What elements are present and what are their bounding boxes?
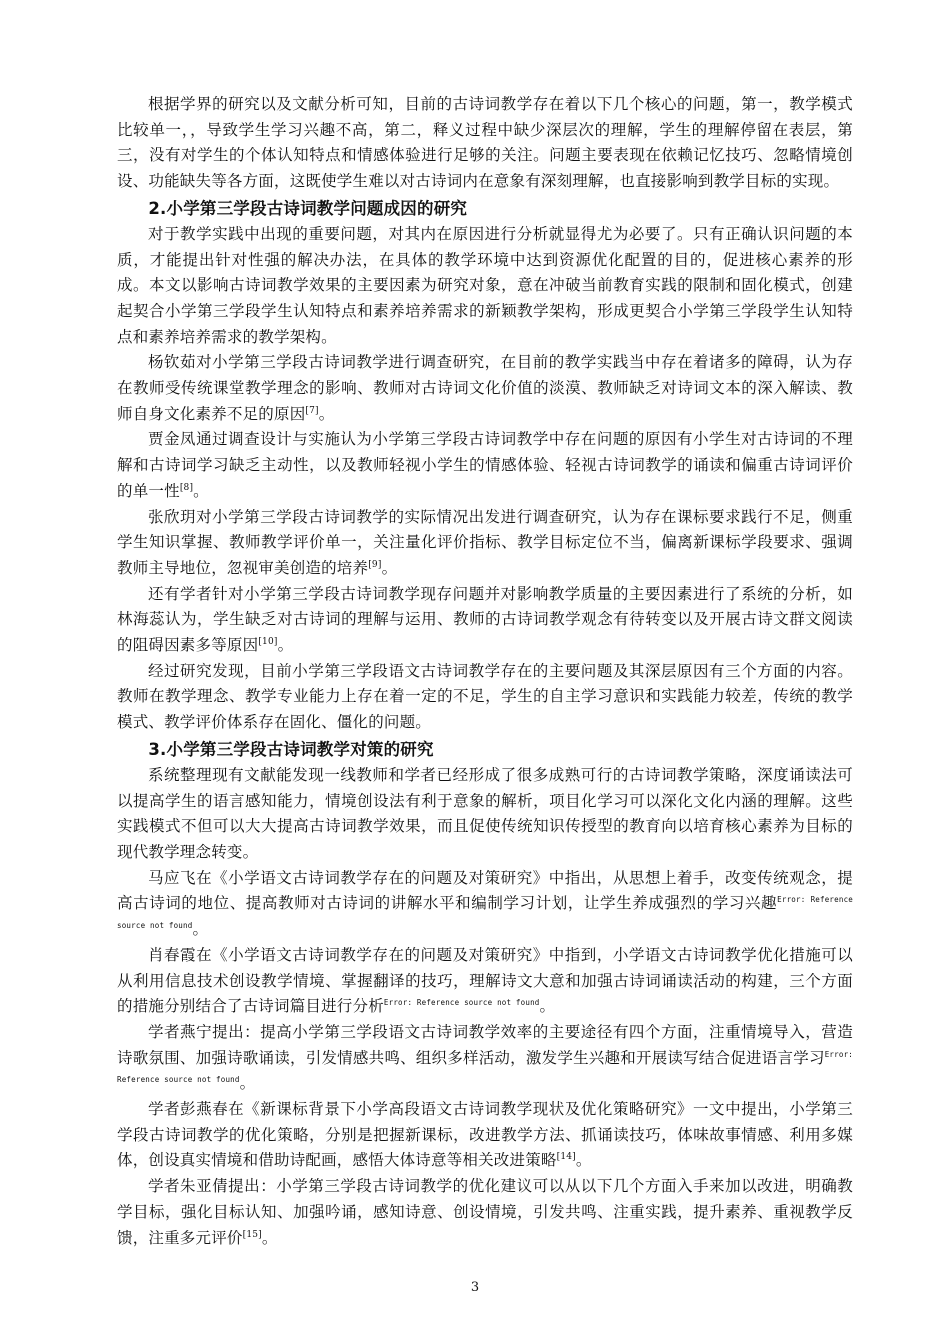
paragraph-jia: 贾金凤通过调查设计与实施认为小学第三学段古诗词教学中存在问题的原因有小学生对古诗词的不理解和古诗词学习缺乏主动性，以及教师轻视小学生的情感体验、轻视古诗词教学的诵读和偏重古诗词评价的单一性[8]。 [117, 430, 853, 500]
paragraph-ma: 马应飞在《小学语文古诗词教学存在的问题及对策研究》中指出，从思想上着手，改变传统观念，提高古诗词的地位、提高教师对古诗词的讲解水平和编制学习计划，让学生养成强烈的学习兴趣$^{Error: Reference source not found}$。 [117, 868, 854, 939]
paragraph-problem-summary: 根据学界的研究以及文献分析可知，目前的古诗词教学存在着以下几个核心的问题，第一，教学模式比较单一，，导致学生学习兴趣不高，第二，释义过程中缺少深层次的理解，学生的理解停留在表层，第三，没有对学生的个体认知特点和情感体验进行足够的关注。问题主要表现在依赖记忆技巧、忽略情境创设、功能缺失等各方面，这既使学生难以对古诗词内在意象有深刻理解，也直接影响到教学目标的实现。 [117, 95, 853, 191]
paragraph-yang: 杨钦茹对小学第三学段古诗词教学进行调查研究，在目前的教学实践当中存在着诸多的障碍，认为存在教师受传统课堂教学理念的影响、教师对古诗词文化价值的淡漠、教师缺乏对诗词文本的深入解读、教师自身文化素养不足的原因[7]。 [117, 353, 853, 423]
paragraph-xiao: 肖春霞在《小学语文古诗词教学存在的问题及对策研究》中指到，小学语文古诗词教学优化措施可以从利用信息技术创设教学情境、掌握翻译的技巧，理解诗文大意和加强古诗词诵读活动的构建，三个方面的措施分别结合了古诗词篇目进行分析$^{Error: Reference source not found}$。 [117, 945, 853, 1016]
section-heading-strategies: 3.小学第三学段古诗词教学对策的研究 [148, 739, 434, 759]
citation-ref[interactable]: [8] [179, 482, 194, 493]
paragraph-peng: 学者彭燕春在《新课标背景下小学高段语文古诗词教学现状及优化策略研究》一文中提出，小学第三学段古诗词教学的优化策略，分别是把握新课标，改进教学方法、抓诵读技巧，体味故事情感、利用多媒体，创设真实情境和借助诗配画，感悟大体诗意等相关改进策略[14]。 [117, 1100, 853, 1170]
paragraph-zhang: 张欣玥对小学第三学段古诗词教学的实际情况出发进行调查研究，认为存在课标要求践行不足，侧重学生知识掌握、教师教学评价单一，关注量化评价指标、教学目标定位不当，偏离新课标学段要求、强调教师主导地位，忽视审美创造的培养[9]。 [117, 507, 853, 577]
citation-error[interactable]: Error: Reference source not found [383, 998, 540, 1008]
citation-ref[interactable]: [7] [305, 405, 319, 416]
citation-ref[interactable]: [15] [242, 1229, 262, 1240]
paragraph-zhu: 学者朱亚倩提出：小学第三学段古诗词教学的优化建议可以从以下几个方面入手来加以改进，明确教学目标，强化目标认知、加强吟诵，感知诗意、创设情境，引发共鸣、注重实践，提升素养、重视教学反馈，注重多元评价[15]。 [117, 1177, 853, 1247]
document-body [117, 92, 853, 1251]
section-heading-causes: 2.小学第三学段古诗词教学问题成因的研究 [148, 198, 468, 218]
paragraph-lin: 还有学者针对小学第三学段古诗词教学现存问题并对影响教学质量的主要因素进行了系统的分析，如林海蕊认为，学生缺乏对古诗词的理解与运用、教师的古诗词教学观念有待转变以及开展古诗文群文阅读的阻碍因素多等原因[10]。 [117, 584, 853, 655]
citation-ref[interactable]: [10] [258, 636, 278, 647]
paragraph-yan: 学者燕宁提出：提高小学第三学段语文古诗词教学效率的主要途径有四个方面，注重情境导入，营造诗歌氛围、加强诗歌诵读，引发情感共鸣、组织多样活动，激发学生兴趣和开展读写结合促进语言学习$^{Error: Reference source not found}$。 [117, 1022, 853, 1093]
citation-error[interactable]: Error: Reference source not found [117, 895, 854, 930]
paragraph-strategies-intro: 系统整理现有文献能发现一线教师和学者已经形成了很多成熟可行的古诗词教学策略，深度诵读法可以提高学生的语言感知能力，情境创设法有利于意象的解析，项目化学习可以深化文化内涵的理解。这些实践模式不但可以大大提高古诗词教学效果，而且促使传统知识传授型的教育向以培育核心素养为目标的现代教学理念转变。 [117, 765, 853, 861]
page-number: 3 [470, 1280, 480, 1295]
citation-ref[interactable]: [14] [556, 1152, 576, 1163]
citation-ref[interactable]: [9] [368, 559, 382, 570]
paragraph-causes-intro: 对于教学实践中出现的重要问题，对其内在原因进行分析就显得尤为必要了。只有正确认识问题的本质，才能提出针对性强的解决办法，在具体的教学环境中达到资源优化配置的目的，促进核心素养的形成。本文以影响古诗词教学效果的主要因素为研究对象，意在冲破当前教育实践的限制和固化模式，创建起契合小学第三学段学生认知特点和素养培养需求的新颖教学架构，形成更契合小学第三学段学生认知特点和素养培养需求的教学架构。 [117, 224, 853, 346]
paragraph-causes-summary: 经过研究发现，目前小学第三学段语文古诗词教学存在的主要问题及其深层原因有三个方面的内容。教师在教学理念、教学专业能力上存在着一定的不足，学生的自主学习意识和实践能力较差，传统的教学模式、教学评价体系存在固化、僵化的问题。 [117, 661, 853, 732]
citation-error[interactable]: Error: Reference source not found [117, 1049, 853, 1085]
